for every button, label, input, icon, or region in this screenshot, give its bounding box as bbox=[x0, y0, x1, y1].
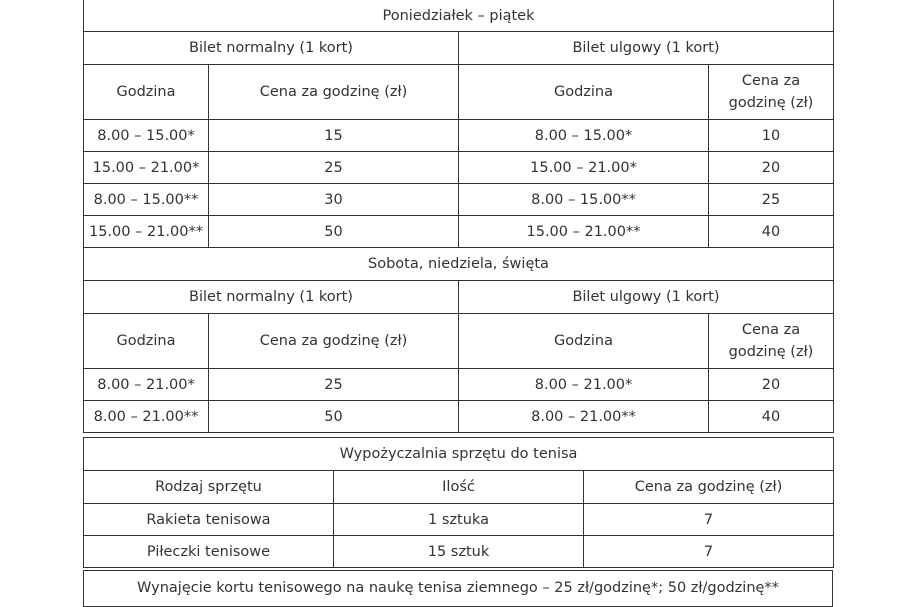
weekend-normal-header: Bilet normalny (1 kort) bbox=[84, 281, 459, 314]
rental-title: Wypożyczalnia sprzętu do tenisa bbox=[84, 438, 834, 471]
lesson-text: Wynajęcie kortu tenisowego na naukę tenisa ziemnego – 25 zł/godzinę*; 50 zł/godzinę** bbox=[84, 571, 833, 607]
weekday-column-header-row bbox=[84, 65, 834, 120]
weekday-col-price-reduced: Cena za godzinę (zł) bbox=[709, 65, 834, 120]
price-cell-reduced: 20 bbox=[709, 369, 834, 401]
rental-header-row bbox=[84, 471, 834, 504]
weekend-col-hour-reduced: Godzina bbox=[459, 314, 709, 369]
table-row bbox=[84, 184, 834, 216]
weekday-ticket-header-row bbox=[84, 32, 834, 65]
price-cell: 7 bbox=[584, 536, 834, 568]
hour-cell: 15.00 – 21.00** bbox=[84, 216, 209, 248]
rental-col-type: Rodzaj sprzętu bbox=[84, 471, 334, 504]
weekend-title: Sobota, niedziela, święta bbox=[84, 248, 834, 281]
weekend-reduced-header: Bilet ulgowy (1 kort) bbox=[459, 281, 834, 314]
price-cell: 7 bbox=[584, 504, 834, 536]
table-row bbox=[84, 401, 834, 433]
lesson-row bbox=[84, 571, 833, 607]
price-cell-reduced: 25 bbox=[709, 184, 834, 216]
price-cell-reduced: 20 bbox=[709, 152, 834, 184]
table-row bbox=[84, 536, 834, 568]
rental-table bbox=[83, 437, 834, 568]
price-cell: 30 bbox=[209, 184, 459, 216]
table-row bbox=[84, 216, 834, 248]
weekday-reduced-header: Bilet ulgowy (1 kort) bbox=[459, 32, 834, 65]
price-cell: 50 bbox=[209, 401, 459, 433]
weekday-col-hour-reduced: Godzina bbox=[459, 65, 709, 120]
weekend-title-row bbox=[84, 248, 834, 281]
price-cell-reduced: 10 bbox=[709, 120, 834, 152]
weekday-title-row bbox=[84, 0, 834, 32]
rental-col-qty: Ilość bbox=[334, 471, 584, 504]
price-cell-reduced: 40 bbox=[709, 216, 834, 248]
price-cell: 25 bbox=[209, 369, 459, 401]
hour-cell-reduced: 15.00 – 21.00* bbox=[459, 152, 709, 184]
weekend-col-price: Cena za godzinę (zł) bbox=[209, 314, 459, 369]
hour-cell-reduced: 15.00 – 21.00** bbox=[459, 216, 709, 248]
table-row bbox=[84, 504, 834, 536]
hour-cell: 8.00 – 15.00* bbox=[84, 120, 209, 152]
table-row bbox=[84, 369, 834, 401]
hour-cell-reduced: 8.00 – 21.00** bbox=[459, 401, 709, 433]
hour-cell: 8.00 – 21.00** bbox=[84, 401, 209, 433]
table-row bbox=[84, 120, 834, 152]
price-table bbox=[83, 0, 834, 433]
weekend-col-price-reduced: Cena za godzinę (zł) bbox=[709, 314, 834, 369]
weekday-title: Poniedziałek – piątek bbox=[84, 0, 834, 32]
hour-cell: 8.00 – 21.00* bbox=[84, 369, 209, 401]
price-cell: 15 bbox=[209, 120, 459, 152]
hour-cell: 8.00 – 15.00** bbox=[84, 184, 209, 216]
lesson-table bbox=[83, 570, 833, 607]
weekday-col-price: Cena za godzinę (zł) bbox=[209, 65, 459, 120]
hour-cell-reduced: 8.00 – 15.00** bbox=[459, 184, 709, 216]
weekend-column-header-row bbox=[84, 314, 834, 369]
quantity-cell: 1 sztuka bbox=[334, 504, 584, 536]
hour-cell: 15.00 – 21.00* bbox=[84, 152, 209, 184]
equipment-type-cell: Piłeczki tenisowe bbox=[84, 536, 334, 568]
weekday-normal-header: Bilet normalny (1 kort) bbox=[84, 32, 459, 65]
hour-cell-reduced: 8.00 – 21.00* bbox=[459, 369, 709, 401]
weekend-col-hour: Godzina bbox=[84, 314, 209, 369]
weekday-col-hour: Godzina bbox=[84, 65, 209, 120]
table-row bbox=[84, 152, 834, 184]
weekend-ticket-header-row bbox=[84, 281, 834, 314]
hour-cell-reduced: 8.00 – 15.00* bbox=[459, 120, 709, 152]
quantity-cell: 15 sztuk bbox=[334, 536, 584, 568]
rental-col-price: Cena za godzinę (zł) bbox=[584, 471, 834, 504]
price-cell: 25 bbox=[209, 152, 459, 184]
price-cell-reduced: 40 bbox=[709, 401, 834, 433]
rental-title-row bbox=[84, 438, 834, 471]
price-cell: 50 bbox=[209, 216, 459, 248]
equipment-type-cell: Rakieta tenisowa bbox=[84, 504, 334, 536]
